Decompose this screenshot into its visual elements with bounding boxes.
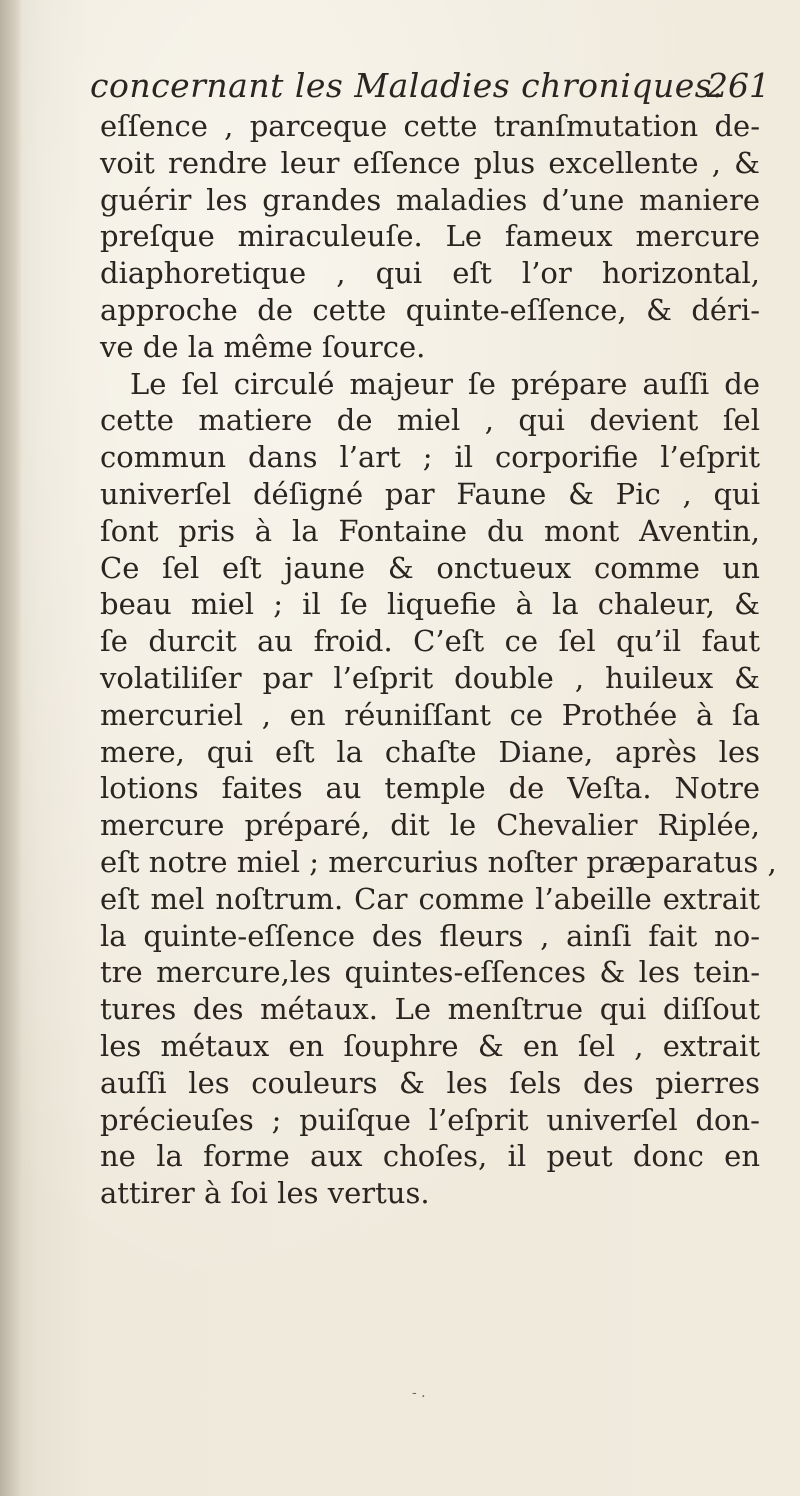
text-line: univerſel déſigné par Faune & Pic , qui <box>100 476 760 511</box>
text-line: tures des métaux. Le menſtrue qui diſſout <box>100 992 760 1027</box>
text-line: la quinte-eſſence des fleurs , ainſi fait no- <box>100 918 760 953</box>
running-head: concernant les Maladies chroniques. <box>90 66 724 105</box>
text-line: eſt notre miel ; mercurius noſter præparatus , <box>100 844 777 879</box>
text-line: Ce ſel eſt jaune & onctueux comme un <box>100 550 760 585</box>
text-line: ſe durcit au froid. C’eſt ce ſel qu’il faut <box>100 624 760 659</box>
text-line: ve de la même ſource. <box>100 329 426 364</box>
page-gutter-shadow <box>0 0 22 1496</box>
text-line: tre mercure,les quintes-eſſences & les tein- <box>100 955 760 990</box>
text-line: guérir les grandes maladies d’une maniere <box>100 182 760 217</box>
text-line: ſont pris à la Fontaine du mont Aventin, <box>100 513 760 548</box>
text-line: preſque miraculeuſe. Le fameux mercure <box>100 219 760 254</box>
text-line: volatiliſer par l’eſprit double , huileux & <box>100 660 760 695</box>
text-line: approche de cette quinte-eſſence, & déri- <box>100 292 760 327</box>
text-line: eſſence , parceque cette tranſmutation de- <box>100 109 760 143</box>
text-line: précieuſes ; puiſque l’eſprit univerſel don- <box>100 1102 760 1137</box>
text-line: lotions faites au temple de Veſta. Notre <box>100 771 760 806</box>
text-line: commun dans l’art ; il corporifie l’eſprit <box>100 440 760 475</box>
text-line: diaphoretique , qui eſt l’or horizontal, <box>100 256 760 291</box>
page-header <box>80 66 770 110</box>
text-line: les métaux en ſouphre & en ſel , extrait <box>100 1028 760 1063</box>
text-line: mercuriel , en réuniſſant ce Prothée à ſa <box>100 697 760 732</box>
text-line: mercure préparé, dit le Chevalier Riplée, <box>100 808 760 843</box>
text-line: mere, qui eſt la chaſte Diane, après les <box>100 734 760 769</box>
text-line: attirer à ſoi les vertus. <box>100 1176 430 1211</box>
ink-smudge-mark: - . <box>412 1385 426 1401</box>
text-line: voit rendre leur eſſence plus excellente , & <box>100 145 760 180</box>
text-line: auſſi les couleurs & les ſels des pierres <box>100 1065 760 1100</box>
text-line: beau miel ; il ſe liquefie à la chaleur, & <box>100 587 760 622</box>
body-text <box>100 108 777 1212</box>
text-line: Le ſel circulé majeur ſe prépare auſſi de <box>130 366 760 401</box>
page-number: 261 <box>707 66 770 105</box>
text-line: cette matiere de miel , qui devient ſel <box>100 403 760 438</box>
text-line: eſt mel noſtrum. Car comme l’abeille extrait <box>100 881 760 916</box>
text-line: ne la forme aux choſes, il peut donc en <box>100 1139 760 1174</box>
